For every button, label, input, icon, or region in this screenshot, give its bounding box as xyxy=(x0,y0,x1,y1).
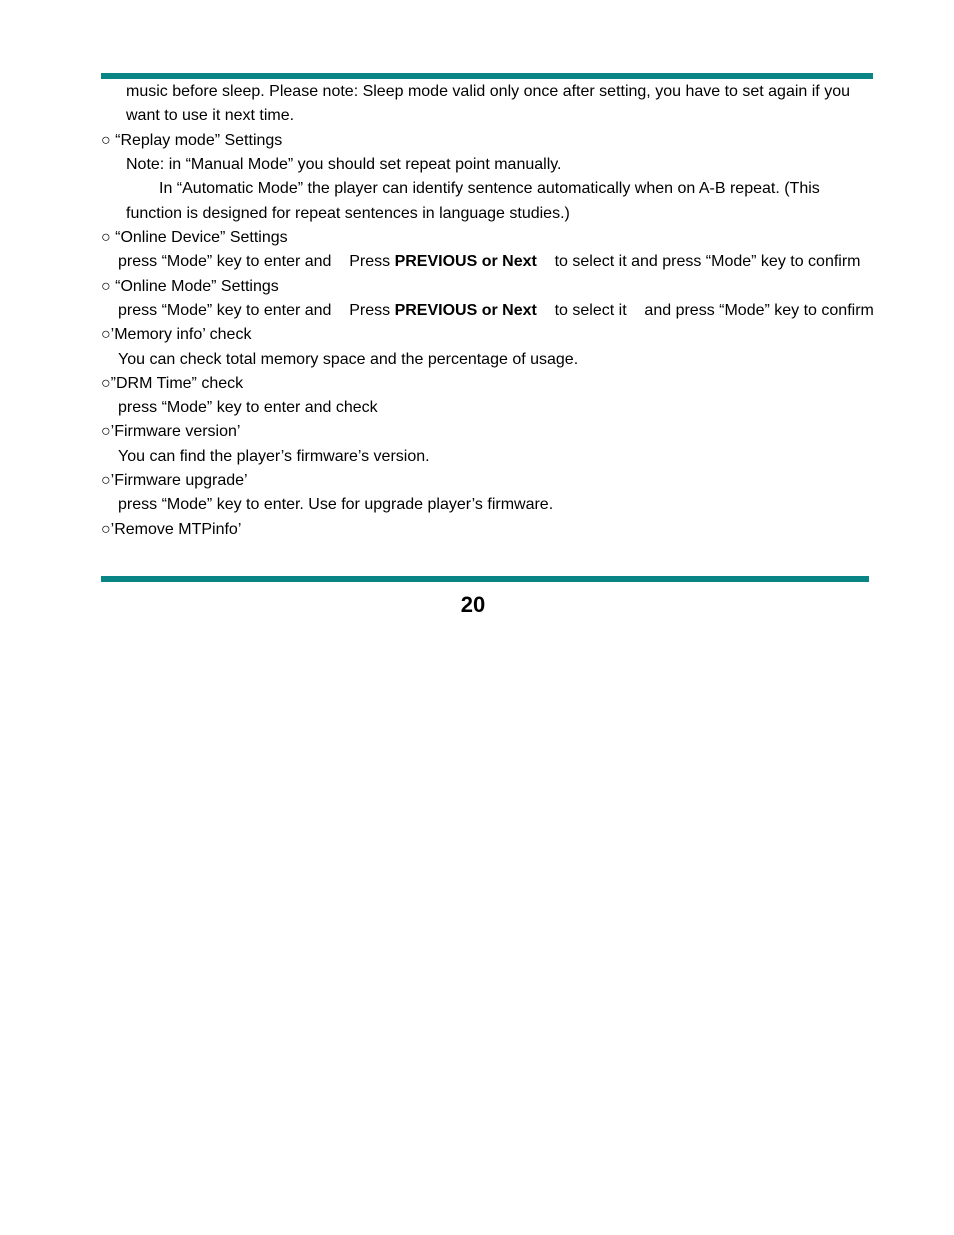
heading-online-mode: ○ “Online Mode” Settings xyxy=(101,278,279,295)
text-line-sleep-note-2: want to use it next time. xyxy=(126,107,295,124)
top-rule xyxy=(101,73,873,79)
instruction-text-pre: press “Mode” key to enter and Press xyxy=(118,302,395,319)
text-line-manual-mode: Note: in “Manual Mode” you should set repeat point manually. xyxy=(126,156,562,173)
instruction-text-post: to select it and press “Mode” key to confirm xyxy=(536,302,874,319)
heading-remove-mtpinfo: ○’Remove MTPinfo’ xyxy=(101,521,242,538)
text-line-online-device-instructions xyxy=(118,252,861,272)
heading-firmware-version: ○’Firmware version’ xyxy=(101,423,241,440)
text-line-firmware-version: You can find the player’s firmware’s version. xyxy=(118,448,430,465)
text-line-drm-time: press “Mode” key to enter and check xyxy=(118,399,378,416)
page-number: 20 xyxy=(460,592,486,617)
instruction-text-pre: press “Mode” key to enter and Press xyxy=(118,253,395,270)
heading-firmware-upgrade: ○’Firmware upgrade’ xyxy=(101,472,248,489)
heading-online-device: ○ “Online Device” Settings xyxy=(101,229,288,246)
heading-drm-time: ○”DRM Time” check xyxy=(101,375,244,392)
text-line-automatic-mode-cont: function is designed for repeat sentences in language studies.) xyxy=(126,205,570,222)
heading-memory-info: ○’Memory info’ check xyxy=(101,326,252,343)
instruction-text-post: to select it and press “Mode” key to confirm xyxy=(536,253,861,270)
text-line-firmware-upgrade: press “Mode” key to enter. Use for upgrade player’s firmware. xyxy=(118,496,554,513)
instruction-text-bold: PREVIOUS or Next xyxy=(394,302,537,319)
heading-replay-mode: ○ “Replay mode” Settings xyxy=(101,132,283,149)
text-line-sleep-note-1: music before sleep. Please note: Sleep mode valid only once after setting, you have to set again if you xyxy=(126,83,850,100)
text-line-online-mode-instructions xyxy=(118,301,874,321)
instruction-text-bold: PREVIOUS or Next xyxy=(394,253,537,270)
text-line-automatic-mode: In “Automatic Mode” the player can identify sentence automatically when on A-B repeat. (This xyxy=(159,180,820,197)
text-line-memory-info: You can check total memory space and the percentage of usage. xyxy=(118,351,579,368)
bottom-rule xyxy=(101,576,869,582)
